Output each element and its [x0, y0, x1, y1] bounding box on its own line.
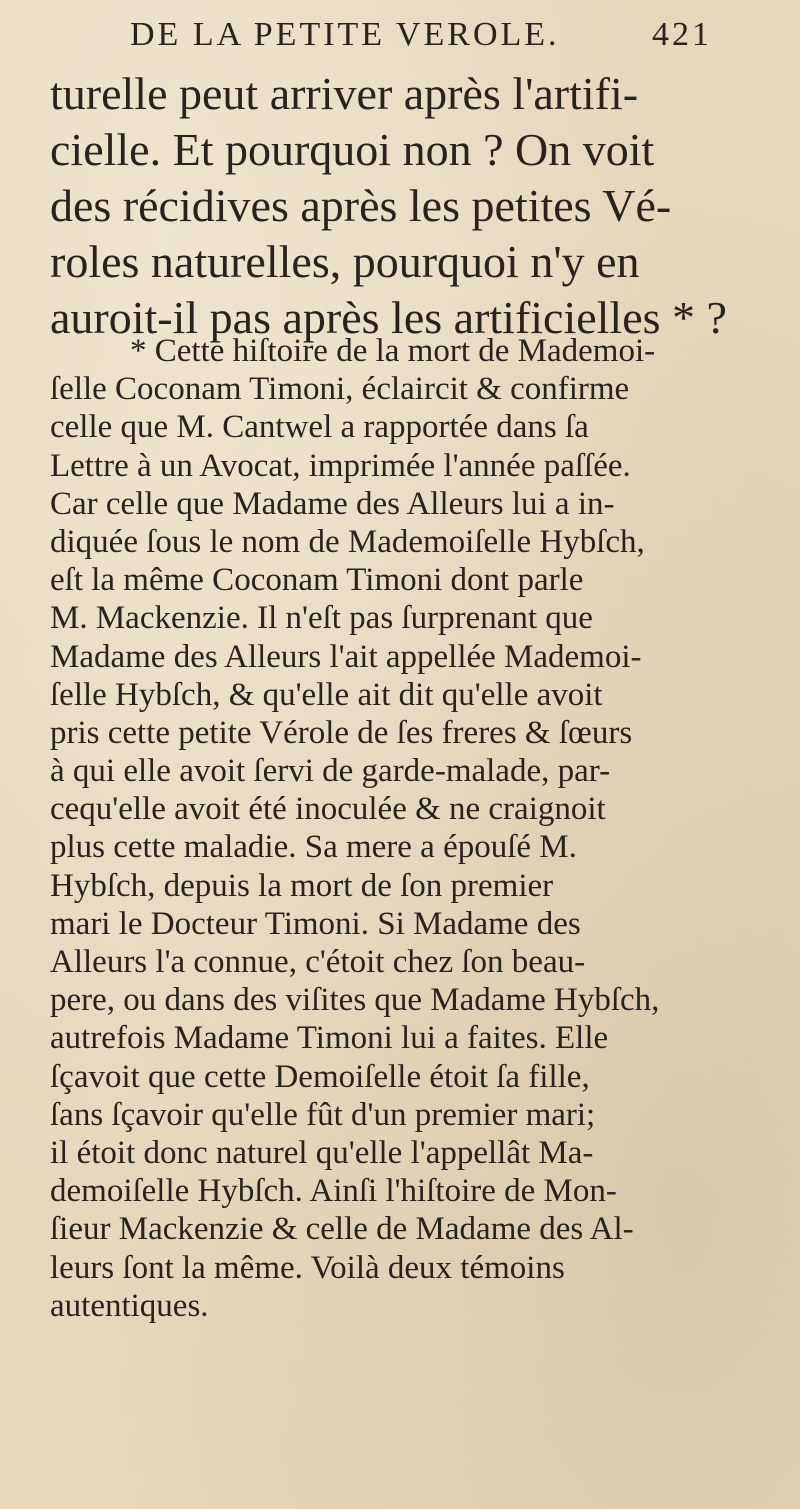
text-line: turelle peut arriver après l'artifi- — [50, 68, 639, 119]
footnote-line: demoiſelle Hybſch. Ainſi l'hiſtoire de Mon- — [50, 1173, 617, 1210]
footnote-line: Lettre à un Avocat, imprimée l'année paſſée. — [50, 447, 631, 484]
footnote-line: ſelle Coconam Timoni, éclaircit & confirme — [50, 371, 630, 408]
footnote-block — [50, 332, 750, 1325]
footnote-line: plus cette maladie. Sa mere a épouſé M. — [50, 829, 577, 866]
footnote-line: ſieur Mackenzie & celle de Madame des Al- — [50, 1211, 634, 1248]
footnote-line: Car celle que Madame des Alleurs lui a in- — [50, 485, 615, 522]
footnote-line: ſelle Hybſch, & qu'elle ait dit qu'elle avoit — [50, 676, 603, 713]
page-number: 421 — [652, 16, 712, 53]
footnote-line: pris cette petite Vérole de ſes freres & ſœurs — [50, 714, 633, 751]
footnote-line: celle que M. Cantwel a rapportée dans ſa — [50, 409, 589, 446]
text-line: auroit-il pas après les artificielles * ? — [50, 292, 727, 343]
footnote-line: diquée ſous le nom de Mademoiſelle Hybſch, — [50, 523, 645, 560]
footnote-line: eſt la même Coconam Timoni dont parle — [50, 562, 584, 599]
main-text-block — [50, 66, 740, 346]
footnote-line: mari le Docteur Timoni. Si Madame des — [50, 905, 581, 942]
footnote-line: leurs ſont la même. Voilà deux témoins — [50, 1249, 565, 1286]
text-line: roles naturelles, pourquoi n'y en — [50, 236, 640, 287]
footnote-line: * Cette hiſtoire de la mort de Mademoi- — [130, 333, 656, 369]
footnote-line: autentiques. — [50, 1287, 209, 1324]
footnote-line: à qui elle avoit ſervi de garde-malade, par- — [50, 753, 611, 790]
running-title: DE LA PETITE VEROLE. — [130, 16, 560, 53]
footnote-line: Madame des Alleurs l'ait appellée Mademoi- — [50, 638, 642, 675]
footnote-line: M. Mackenzie. Il n'eſt pas ſurprenant que — [50, 600, 593, 637]
text-line: des récidives après les petites Vé- — [50, 180, 672, 231]
footnote-line: ſans ſçavoir qu'elle fût d'un premier mari; — [50, 1096, 596, 1133]
footnote-line: pere, ou dans des viſites que Madame Hybſch, — [50, 982, 660, 1019]
footnote-line: il étoit donc naturel qu'elle l'appellât Ma- — [50, 1134, 594, 1171]
footnote-line: autrefois Madame Timoni lui a faites. Elle — [50, 1020, 609, 1057]
text-line: cielle. Et pourquoi non ? On voit — [50, 124, 655, 175]
footnote-line: ſçavoit que cette Demoiſelle étoit ſa fille, — [50, 1058, 590, 1095]
running-header — [130, 16, 712, 54]
footnote-line: Alleurs l'a connue, c'étoit chez ſon beau- — [50, 944, 586, 980]
footnote-line: Hybſch, depuis la mort de ſon premier — [50, 867, 554, 904]
footnote-line: cequ'elle avoit été inoculée & ne craignoit — [50, 791, 606, 828]
